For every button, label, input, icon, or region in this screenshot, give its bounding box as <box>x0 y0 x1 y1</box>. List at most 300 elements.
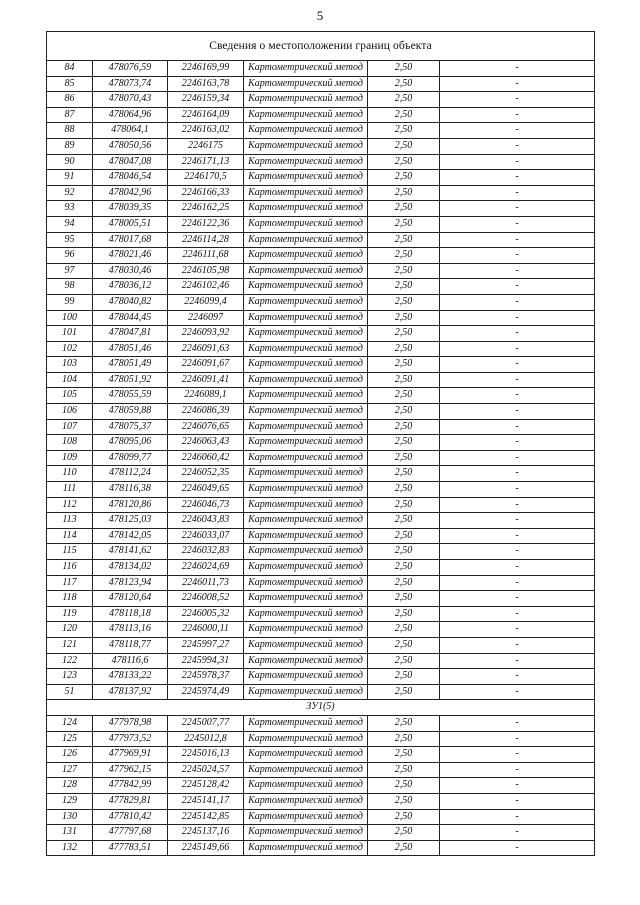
cell-point-number: 108 <box>47 435 93 451</box>
table-row <box>47 560 595 576</box>
cell-coord-x: 478118,77 <box>93 637 168 653</box>
cell-accuracy: 2,50 <box>368 170 440 186</box>
cell-coord-y: 2245141,17 <box>168 793 244 809</box>
cell-description: - <box>440 404 595 420</box>
cell-point-number: 97 <box>47 263 93 279</box>
cell-description: - <box>440 544 595 560</box>
cell-description: - <box>440 482 595 498</box>
cell-point-number: 124 <box>47 715 93 731</box>
cell-coord-x: 478120,86 <box>93 497 168 513</box>
cell-description: - <box>440 840 595 856</box>
cell-point-number: 85 <box>47 76 93 92</box>
cell-point-number: 123 <box>47 669 93 685</box>
cell-method: Картометрический метод <box>244 544 368 560</box>
cell-point-number: 109 <box>47 450 93 466</box>
cell-coord-y: 2246159,34 <box>168 92 244 108</box>
table-row <box>47 232 595 248</box>
cell-coord-y: 2246099,4 <box>168 294 244 310</box>
cell-accuracy: 2,50 <box>368 357 440 373</box>
table-row <box>47 762 595 778</box>
table-title-row <box>47 32 595 61</box>
cell-coord-y: 2246091,67 <box>168 357 244 373</box>
table-row <box>47 279 595 295</box>
cell-coord-x: 478051,46 <box>93 341 168 357</box>
cell-coord-y: 2246169,99 <box>168 61 244 77</box>
cell-coord-x: 478076,59 <box>93 61 168 77</box>
table-row <box>47 497 595 513</box>
cell-coord-y: 2246166,33 <box>168 185 244 201</box>
cell-coord-y: 2246033,07 <box>168 528 244 544</box>
table-row <box>47 637 595 653</box>
cell-coord-y: 2246063,43 <box>168 435 244 451</box>
cell-coord-y: 2245149,66 <box>168 840 244 856</box>
table-row <box>47 123 595 139</box>
cell-method: Картометрический метод <box>244 653 368 669</box>
cell-coord-x: 478017,68 <box>93 232 168 248</box>
cell-description: - <box>440 575 595 591</box>
cell-coord-y: 2246024,69 <box>168 560 244 576</box>
table-row <box>47 76 595 92</box>
table-row <box>47 809 595 825</box>
cell-coord-y: 2246163,78 <box>168 76 244 92</box>
table-row <box>47 263 595 279</box>
table-row <box>47 404 595 420</box>
cell-description: - <box>440 731 595 747</box>
cell-coord-y: 2246122,36 <box>168 216 244 232</box>
table-row <box>47 310 595 326</box>
cell-description: - <box>440 715 595 731</box>
cell-accuracy: 2,50 <box>368 715 440 731</box>
cell-method: Картометрический метод <box>244 731 368 747</box>
table-row <box>47 372 595 388</box>
cell-accuracy: 2,50 <box>368 388 440 404</box>
table-row <box>47 840 595 856</box>
cell-coord-x: 478059,88 <box>93 404 168 420</box>
cell-coord-y: 2246163,02 <box>168 123 244 139</box>
cell-coord-x: 478021,46 <box>93 248 168 264</box>
cell-method: Картометрический метод <box>244 622 368 638</box>
cell-coord-x: 478047,08 <box>93 154 168 170</box>
cell-accuracy: 2,50 <box>368 263 440 279</box>
cell-description: - <box>440 637 595 653</box>
cell-point-number: 132 <box>47 840 93 856</box>
cell-method: Картометрический метод <box>244 201 368 217</box>
cell-point-number: 105 <box>47 388 93 404</box>
cell-coord-x: 478070,43 <box>93 92 168 108</box>
cell-method: Картометрический метод <box>244 591 368 607</box>
cell-method: Картометрический метод <box>244 388 368 404</box>
cell-coord-y: 2246091,63 <box>168 341 244 357</box>
cell-coord-y: 2245978,37 <box>168 669 244 685</box>
cell-method: Картометрический метод <box>244 497 368 513</box>
cell-description: - <box>440 669 595 685</box>
cell-description: - <box>440 591 595 607</box>
cell-coord-x: 478005,51 <box>93 216 168 232</box>
cell-method: Картометрический метод <box>244 61 368 77</box>
cell-coord-x: 478046,54 <box>93 170 168 186</box>
cell-accuracy: 2,50 <box>368 138 440 154</box>
cell-accuracy: 2,50 <box>368 61 440 77</box>
table-row <box>47 715 595 731</box>
cell-coord-y: 2245128,42 <box>168 778 244 794</box>
cell-point-number: 107 <box>47 419 93 435</box>
cell-coord-x: 478040,82 <box>93 294 168 310</box>
cell-description: - <box>440 185 595 201</box>
table-row <box>47 248 595 264</box>
cell-accuracy: 2,50 <box>368 107 440 123</box>
table-row <box>47 294 595 310</box>
cell-accuracy: 2,50 <box>368 809 440 825</box>
cell-method: Картометрический метод <box>244 138 368 154</box>
cell-method: Картометрический метод <box>244 263 368 279</box>
cell-description: - <box>440 450 595 466</box>
table-row <box>47 482 595 498</box>
cell-description: - <box>440 388 595 404</box>
cell-description: - <box>440 279 595 295</box>
cell-point-number: 120 <box>47 622 93 638</box>
cell-accuracy: 2,50 <box>368 326 440 342</box>
cell-accuracy: 2,50 <box>368 762 440 778</box>
table-row <box>47 731 595 747</box>
cell-accuracy: 2,50 <box>368 575 440 591</box>
table-row <box>47 138 595 154</box>
cell-coord-x: 478051,49 <box>93 357 168 373</box>
cell-point-number: 125 <box>47 731 93 747</box>
table-row <box>47 591 595 607</box>
cell-point-number: 94 <box>47 216 93 232</box>
cell-coord-y: 2246032,83 <box>168 544 244 560</box>
cell-method: Картометрический метод <box>244 840 368 856</box>
cell-coord-x: 478112,24 <box>93 466 168 482</box>
cell-coord-x: 477962,15 <box>93 762 168 778</box>
cell-point-number: 96 <box>47 248 93 264</box>
cell-coord-y: 2246114,28 <box>168 232 244 248</box>
cell-coord-y: 2246046,73 <box>168 497 244 513</box>
cell-accuracy: 2,50 <box>368 622 440 638</box>
cell-coord-y: 2246008,52 <box>168 591 244 607</box>
cell-point-number: 112 <box>47 497 93 513</box>
cell-accuracy: 2,50 <box>368 731 440 747</box>
cell-point-number: 51 <box>47 684 93 700</box>
cell-coord-x: 478123,94 <box>93 575 168 591</box>
cell-method: Картометрический метод <box>244 715 368 731</box>
cell-point-number: 111 <box>47 482 93 498</box>
cell-accuracy: 2,50 <box>368 653 440 669</box>
cell-method: Картометрический метод <box>244 419 368 435</box>
cell-point-number: 89 <box>47 138 93 154</box>
cell-coord-y: 2246049,65 <box>168 482 244 498</box>
cell-method: Картометрический метод <box>244 762 368 778</box>
cell-coord-x: 478039,35 <box>93 201 168 217</box>
cell-point-number: 91 <box>47 170 93 186</box>
cell-point-number: 104 <box>47 372 93 388</box>
cell-coord-x: 477973,52 <box>93 731 168 747</box>
cell-point-number: 117 <box>47 575 93 591</box>
cell-point-number: 92 <box>47 185 93 201</box>
table-row <box>47 216 595 232</box>
cell-accuracy: 2,50 <box>368 341 440 357</box>
cell-coord-y: 2246011,73 <box>168 575 244 591</box>
table-row <box>47 684 595 700</box>
cell-accuracy: 2,50 <box>368 372 440 388</box>
cell-point-number: 119 <box>47 606 93 622</box>
cell-method: Картометрический метод <box>244 170 368 186</box>
table-row <box>47 341 595 357</box>
cell-accuracy: 2,50 <box>368 232 440 248</box>
cell-coord-x: 477842,99 <box>93 778 168 794</box>
cell-point-number: 103 <box>47 357 93 373</box>
cell-point-number: 127 <box>47 762 93 778</box>
cell-description: - <box>440 747 595 763</box>
cell-description: - <box>440 138 595 154</box>
cell-accuracy: 2,50 <box>368 528 440 544</box>
cell-method: Картометрический метод <box>244 248 368 264</box>
cell-description: - <box>440 294 595 310</box>
cell-accuracy: 2,50 <box>368 435 440 451</box>
cell-coord-y: 2246170,5 <box>168 170 244 186</box>
cell-coord-y: 2246111,68 <box>168 248 244 264</box>
cell-coord-x: 478064,96 <box>93 107 168 123</box>
cell-description: - <box>440 762 595 778</box>
cell-coord-x: 478030,46 <box>93 263 168 279</box>
cell-coord-x: 478075,37 <box>93 419 168 435</box>
cell-point-number: 115 <box>47 544 93 560</box>
cell-accuracy: 2,50 <box>368 92 440 108</box>
cell-description: - <box>440 622 595 638</box>
cell-method: Картометрический метод <box>244 310 368 326</box>
table-row <box>47 185 595 201</box>
cell-description: - <box>440 123 595 139</box>
cell-method: Картометрический метод <box>244 232 368 248</box>
cell-accuracy: 2,50 <box>368 793 440 809</box>
cell-coord-y: 2246091,41 <box>168 372 244 388</box>
cell-point-number: 121 <box>47 637 93 653</box>
cell-point-number: 129 <box>47 793 93 809</box>
cell-point-number: 98 <box>47 279 93 295</box>
table-row <box>47 107 595 123</box>
table-row <box>47 61 595 77</box>
cell-method: Картометрический метод <box>244 825 368 841</box>
cell-coord-x: 477978,98 <box>93 715 168 731</box>
cell-accuracy: 2,50 <box>368 513 440 529</box>
cell-coord-x: 478050,56 <box>93 138 168 154</box>
cell-method: Картометрический метод <box>244 294 368 310</box>
cell-accuracy: 2,50 <box>368 201 440 217</box>
table-row <box>47 154 595 170</box>
table-row <box>47 793 595 809</box>
cell-accuracy: 2,50 <box>368 294 440 310</box>
cell-point-number: 88 <box>47 123 93 139</box>
cell-accuracy: 2,50 <box>368 248 440 264</box>
cell-method: Картометрический метод <box>244 107 368 123</box>
table-row <box>47 466 595 482</box>
cell-method: Картометрический метод <box>244 560 368 576</box>
cell-description: - <box>440 419 595 435</box>
cell-accuracy: 2,50 <box>368 497 440 513</box>
cell-coord-y: 2245007,77 <box>168 715 244 731</box>
cell-coord-y: 2245137,16 <box>168 825 244 841</box>
cell-point-number: 131 <box>47 825 93 841</box>
cell-description: - <box>440 201 595 217</box>
cell-coord-x: 478047,81 <box>93 326 168 342</box>
page-number: 5 <box>316 8 324 23</box>
cell-coord-x: 477783,51 <box>93 840 168 856</box>
cell-point-number: 126 <box>47 747 93 763</box>
cell-method: Картометрический метод <box>244 76 368 92</box>
cell-accuracy: 2,50 <box>368 123 440 139</box>
table-row <box>47 575 595 591</box>
cell-point-number: 110 <box>47 466 93 482</box>
cell-coord-y: 2246005,32 <box>168 606 244 622</box>
cell-point-number: 122 <box>47 653 93 669</box>
cell-coord-y: 2246076,65 <box>168 419 244 435</box>
cell-point-number: 113 <box>47 513 93 529</box>
cell-accuracy: 2,50 <box>368 606 440 622</box>
table-row <box>47 622 595 638</box>
cell-method: Картометрический метод <box>244 513 368 529</box>
cell-method: Картометрический метод <box>244 326 368 342</box>
cell-accuracy: 2,50 <box>368 825 440 841</box>
cell-method: Картометрический метод <box>244 279 368 295</box>
cell-method: Картометрический метод <box>244 684 368 700</box>
cell-point-number: 116 <box>47 560 93 576</box>
cell-method: Картометрический метод <box>244 747 368 763</box>
table-row <box>47 170 595 186</box>
cell-accuracy: 2,50 <box>368 76 440 92</box>
cell-accuracy: 2,50 <box>368 747 440 763</box>
cell-coord-x: 478116,38 <box>93 482 168 498</box>
cell-point-number: 86 <box>47 92 93 108</box>
cell-method: Картометрический метод <box>244 809 368 825</box>
cell-point-number: 114 <box>47 528 93 544</box>
cell-point-number: 99 <box>47 294 93 310</box>
cell-description: - <box>440 435 595 451</box>
cell-coord-y: 2246000,11 <box>168 622 244 638</box>
cell-coord-y: 2246097 <box>168 310 244 326</box>
cell-point-number: 106 <box>47 404 93 420</box>
cell-description: - <box>440 61 595 77</box>
cell-coord-x: 478036,12 <box>93 279 168 295</box>
cell-point-number: 90 <box>47 154 93 170</box>
table-row <box>47 747 595 763</box>
cell-description: - <box>440 825 595 841</box>
cell-coord-x: 478133,22 <box>93 669 168 685</box>
cell-point-number: 128 <box>47 778 93 794</box>
cell-coord-y: 2245994,31 <box>168 653 244 669</box>
cell-coord-x: 478116,6 <box>93 653 168 669</box>
cell-coord-y: 2246089,1 <box>168 388 244 404</box>
cell-description: - <box>440 92 595 108</box>
cell-accuracy: 2,50 <box>368 684 440 700</box>
cell-method: Картометрический метод <box>244 778 368 794</box>
cell-coord-y: 2245016,13 <box>168 747 244 763</box>
table-row <box>47 92 595 108</box>
cell-coord-y: 2245024,57 <box>168 762 244 778</box>
boundary-table <box>46 31 595 856</box>
table-row <box>47 388 595 404</box>
cell-coord-x: 478141,62 <box>93 544 168 560</box>
cell-accuracy: 2,50 <box>368 466 440 482</box>
cell-accuracy: 2,50 <box>368 450 440 466</box>
cell-accuracy: 2,50 <box>368 279 440 295</box>
cell-accuracy: 2,50 <box>368 544 440 560</box>
cell-point-number: 100 <box>47 310 93 326</box>
cell-description: - <box>440 263 595 279</box>
cell-coord-x: 478042,96 <box>93 185 168 201</box>
cell-description: - <box>440 606 595 622</box>
cell-coord-y: 2246164,09 <box>168 107 244 123</box>
table-row <box>47 450 595 466</box>
cell-accuracy: 2,50 <box>368 778 440 794</box>
cell-method: Картометрический метод <box>244 92 368 108</box>
cell-accuracy: 2,50 <box>368 482 440 498</box>
section-label: ЗУ1(5) <box>47 700 595 716</box>
cell-coord-x: 478118,18 <box>93 606 168 622</box>
cell-description: - <box>440 372 595 388</box>
cell-method: Картометрический метод <box>244 466 368 482</box>
table-row <box>47 357 595 373</box>
cell-point-number: 93 <box>47 201 93 217</box>
cell-description: - <box>440 778 595 794</box>
cell-accuracy: 2,50 <box>368 591 440 607</box>
table-row <box>47 201 595 217</box>
cell-description: - <box>440 513 595 529</box>
cell-coord-y: 2245997,27 <box>168 637 244 653</box>
cell-coord-x: 478099,77 <box>93 450 168 466</box>
table-row <box>47 435 595 451</box>
cell-coord-x: 477797,68 <box>93 825 168 841</box>
cell-accuracy: 2,50 <box>368 310 440 326</box>
cell-method: Картометрический метод <box>244 404 368 420</box>
cell-description: - <box>440 560 595 576</box>
cell-coord-y: 2246093,92 <box>168 326 244 342</box>
cell-method: Картометрический метод <box>244 123 368 139</box>
cell-method: Картометрический метод <box>244 435 368 451</box>
cell-coord-y: 2246086,39 <box>168 404 244 420</box>
cell-coord-y: 2246052,35 <box>168 466 244 482</box>
cell-method: Картометрический метод <box>244 341 368 357</box>
cell-point-number: 87 <box>47 107 93 123</box>
table-row <box>47 513 595 529</box>
cell-point-number: 95 <box>47 232 93 248</box>
cell-accuracy: 2,50 <box>368 185 440 201</box>
cell-description: - <box>440 793 595 809</box>
cell-method: Картометрический метод <box>244 154 368 170</box>
cell-coord-x: 478142,05 <box>93 528 168 544</box>
cell-description: - <box>440 310 595 326</box>
cell-description: - <box>440 232 595 248</box>
cell-description: - <box>440 497 595 513</box>
cell-coord-y: 2245012,8 <box>168 731 244 747</box>
table-row <box>47 544 595 560</box>
cell-method: Картометрический метод <box>244 185 368 201</box>
cell-method: Картометрический метод <box>244 372 368 388</box>
cell-coord-y: 2246171,13 <box>168 154 244 170</box>
cell-method: Картометрический метод <box>244 793 368 809</box>
cell-coord-x: 478125,03 <box>93 513 168 529</box>
cell-accuracy: 2,50 <box>368 637 440 653</box>
cell-coord-x: 477810,42 <box>93 809 168 825</box>
cell-description: - <box>440 809 595 825</box>
cell-description: - <box>440 528 595 544</box>
cell-coord-y: 2246043,83 <box>168 513 244 529</box>
cell-coord-x: 478095,06 <box>93 435 168 451</box>
cell-accuracy: 2,50 <box>368 840 440 856</box>
cell-method: Картометрический метод <box>244 606 368 622</box>
table-row <box>47 825 595 841</box>
table-row <box>47 419 595 435</box>
table-row <box>47 528 595 544</box>
